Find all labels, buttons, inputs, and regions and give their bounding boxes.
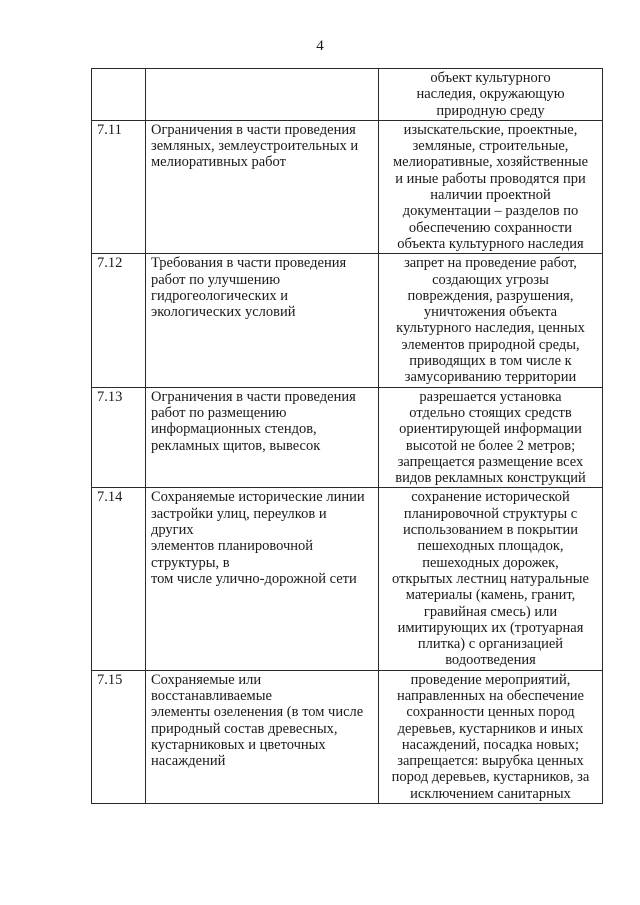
row-name: Ограничения в части проведения работ по размещению информационных стендов, рекламных щитов, вывесок: [146, 387, 379, 488]
table-row: [92, 488, 603, 670]
row-number: 7.15: [92, 670, 146, 803]
row-number: 7.12: [92, 254, 146, 387]
row-requirement: сохранение исторической планировочной структуры с использованием в покрытии пешеходных площадок, пешеходных дорожек, открытых лестниц натуральные материалы (камень, гранит, гравийная смесь) или имитирующих их (тротуарная плитка) с организацией водоотведения: [379, 488, 603, 670]
row-number: 7.14: [92, 488, 146, 670]
table-row: [92, 387, 603, 488]
row-name: Требования в части проведения работ по улучшению гидрогеологических и экологических условий: [146, 254, 379, 387]
row-requirement: запрет на проведение работ, создающих угрозы повреждения, разрушения, уничтожения объекта культурного наследия, ценных элементов природной среды, приводящих в том числе к замусориванию территории: [379, 254, 603, 387]
table-row: [92, 69, 603, 121]
table-row: [92, 254, 603, 387]
row-name: [146, 69, 379, 121]
row-requirement: разрешается установка отдельно стоящих средств ориентирующей информации высотой не более 2 метров; запрещается размещение всех видов рекламных конструкций: [379, 387, 603, 488]
requirements-table: [91, 68, 603, 804]
row-name: Сохраняемые или восстанавливаемые элементы озеленения (в том числе природный состав древесных, кустарниковых и цветочных насаждений: [146, 670, 379, 803]
row-number: 7.11: [92, 120, 146, 253]
row-number: [92, 69, 146, 121]
row-requirement: объект культурного наследия, окружающую природную среду: [379, 69, 603, 121]
row-requirement: изыскательские, проектные, земляные, строительные, мелиоративные, хозяйственные и иные работы проводятся при наличии проектной документации – разделов по обеспечению сохранности объекта культурного наследия: [379, 120, 603, 253]
table-row: [92, 670, 603, 803]
table-row: [92, 120, 603, 253]
row-number: 7.13: [92, 387, 146, 488]
row-name: Ограничения в части проведения земляных, землеустроительных и мелиоративных работ: [146, 120, 379, 253]
row-requirement: проведение мероприятий, направленных на обеспечение сохранности ценных пород деревьев, кустарников и иных насаждений, посадка новых; запрещается: вырубка ценных пород деревьев, кустарников, за исключением санитарных: [379, 670, 603, 803]
page-number: 4: [316, 38, 324, 54]
row-name: Сохраняемые исторические линии застройки улиц, переулков и других элементов планировочной структуры, в том числе улично-дорожной сети: [146, 488, 379, 670]
